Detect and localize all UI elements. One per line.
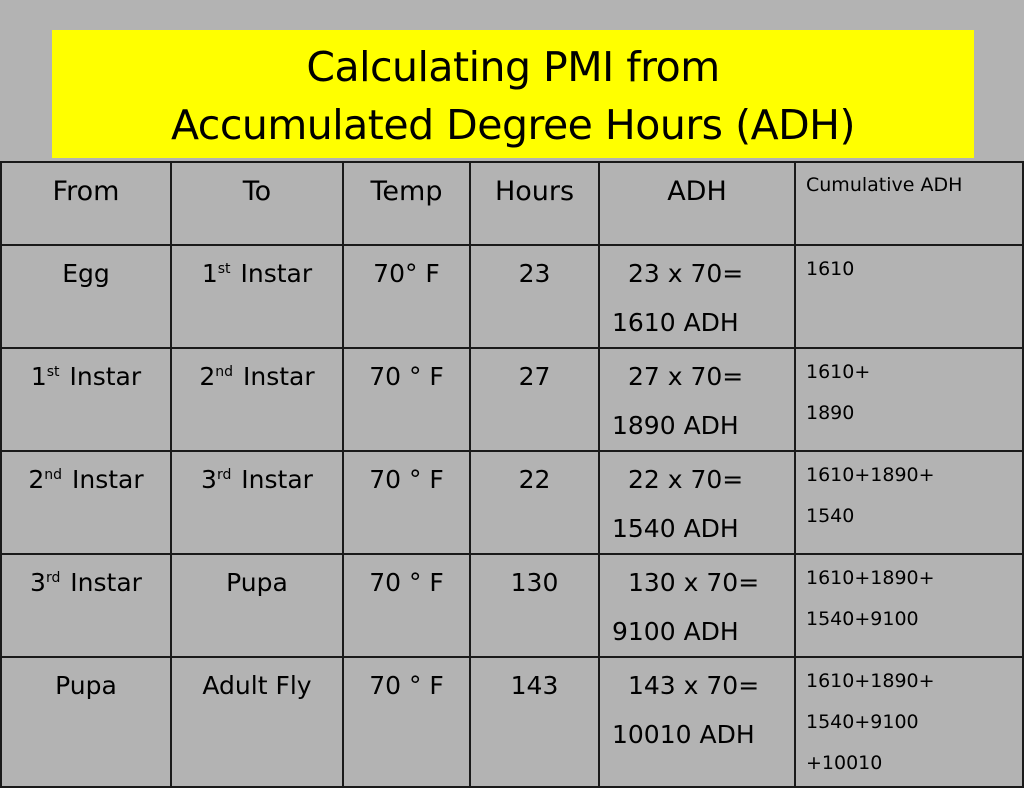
- adh-calculation: [600, 246, 794, 347]
- cell-adh: [599, 245, 795, 348]
- adh-table: [0, 161, 1024, 788]
- adh-result: 10010 ADH: [612, 720, 755, 749]
- cell-to: [171, 554, 343, 657]
- from-stage-base: 2: [28, 465, 45, 494]
- to-stage-suffix: Instar: [232, 259, 313, 288]
- from-stage-ordinal: st: [46, 364, 60, 380]
- cumulative-line: 1610+1890+: [806, 567, 935, 589]
- from-stage: [2, 349, 170, 393]
- adh-result: 9100 ADH: [612, 617, 739, 646]
- header-cell-cumulative: [795, 162, 1023, 245]
- cumulative-line: 1540+9100: [806, 711, 919, 733]
- temp-value: 70° F: [373, 259, 440, 288]
- cell-hours: [470, 554, 599, 657]
- to-stage-base: 2: [199, 362, 216, 391]
- to-stage: [172, 246, 342, 290]
- from-stage-base: Pupa: [55, 671, 117, 700]
- cumulative-line: 1610+1890+: [806, 670, 935, 692]
- cumulative-line: 1540+9100: [806, 608, 919, 630]
- cell-adh: [599, 554, 795, 657]
- cumulative-line: 1540: [806, 505, 855, 527]
- cell-hours: [470, 245, 599, 348]
- cumulative-adh: [796, 452, 1022, 537]
- from-stage: [2, 246, 170, 290]
- temp-value: 70 ° F: [369, 671, 444, 700]
- to-stage-ordinal: nd: [215, 364, 234, 380]
- cell-temp: [343, 451, 470, 554]
- header-from: From: [52, 176, 120, 207]
- table-row: [1, 245, 1023, 348]
- from-stage-ordinal: rd: [45, 570, 61, 586]
- cumulative-adh: [796, 349, 1022, 434]
- header-cell-hours: [470, 162, 599, 245]
- from-stage-suffix: Instar: [64, 465, 144, 494]
- adh-formula: 130 x 70=: [628, 568, 760, 597]
- cell-cumulative: [795, 451, 1023, 554]
- to-stage-suffix: Instar: [235, 362, 315, 391]
- from-stage-suffix: Instar: [62, 568, 142, 597]
- cell-from: [1, 451, 171, 554]
- from-stage-ordinal: nd: [44, 467, 63, 483]
- to-stage-ordinal: st: [217, 261, 231, 277]
- slide-title-line-2: Accumulated Degree Hours (ADH): [170, 101, 856, 149]
- hours-value: 27: [518, 362, 551, 391]
- from-stage-base: 3: [30, 568, 46, 597]
- adh-calculation: [600, 349, 794, 450]
- cumulative-line: 1610: [806, 258, 855, 280]
- cell-from: [1, 348, 171, 451]
- table-row: [1, 348, 1023, 451]
- header-cell-adh: [599, 162, 795, 245]
- to-stage-ordinal: rd: [216, 467, 232, 483]
- cell-adh: [599, 348, 795, 451]
- to-stage-base: 3: [201, 465, 217, 494]
- table-row: [1, 554, 1023, 657]
- slide-title: [52, 30, 974, 158]
- from-stage: [2, 452, 170, 496]
- adh-formula: 27 x 70=: [628, 362, 744, 391]
- hours-value: 143: [510, 671, 559, 700]
- cumulative-adh: [796, 555, 1022, 640]
- to-stage: [172, 452, 342, 496]
- from-stage-base: Egg: [62, 259, 110, 288]
- from-stage-suffix: Instar: [61, 362, 142, 391]
- adh-calculation: [600, 452, 794, 553]
- cell-temp: [343, 348, 470, 451]
- hours-value: 23: [518, 259, 551, 288]
- cell-adh: [599, 451, 795, 554]
- cell-to: [171, 348, 343, 451]
- to-stage-suffix: Instar: [233, 465, 313, 494]
- cumulative-adh: [796, 246, 1022, 290]
- header-cell-to: [171, 162, 343, 245]
- from-stage-base: 1: [30, 362, 47, 391]
- cell-from: [1, 245, 171, 348]
- header-temp: Temp: [370, 176, 443, 207]
- header-adh: ADH: [667, 176, 727, 207]
- temp-value: 70 ° F: [369, 362, 444, 391]
- cumulative-line: 1890: [806, 402, 855, 424]
- cell-cumulative: [795, 554, 1023, 657]
- cell-hours: [470, 348, 599, 451]
- cumulative-adh: [796, 658, 1022, 784]
- hours-value: 22: [518, 465, 551, 494]
- cell-to: [171, 245, 343, 348]
- adh-calculation: [600, 658, 794, 759]
- from-stage: [2, 658, 170, 702]
- cumulative-line: 1610+: [806, 361, 871, 383]
- adh-result: 1610 ADH: [612, 308, 739, 337]
- table-header-row: [1, 162, 1023, 245]
- hours-value: 130: [510, 568, 559, 597]
- header-cell-temp: [343, 162, 470, 245]
- header-to: To: [242, 176, 272, 207]
- cell-cumulative: [795, 348, 1023, 451]
- cell-hours: [470, 451, 599, 554]
- cell-temp: [343, 554, 470, 657]
- to-stage: [172, 555, 342, 599]
- header-hours: Hours: [494, 176, 575, 207]
- from-stage: [2, 555, 170, 599]
- temp-value: 70 ° F: [369, 568, 444, 597]
- cell-cumulative: [795, 245, 1023, 348]
- header-cumulative-adh: Cumulative ADH: [806, 174, 963, 196]
- to-stage: [172, 658, 342, 702]
- to-stage-base: Pupa: [226, 568, 288, 597]
- temp-value: 70 ° F: [369, 465, 444, 494]
- adh-formula: 23 x 70=: [628, 259, 744, 288]
- adh-result: 1890 ADH: [612, 411, 739, 440]
- cell-temp: [343, 245, 470, 348]
- table-row: [1, 451, 1023, 554]
- to-stage-base: 1: [201, 259, 218, 288]
- adh-result: 1540 ADH: [612, 514, 739, 543]
- adh-formula: 143 x 70=: [628, 671, 760, 700]
- slide-title-line-1: Calculating PMI from: [306, 43, 720, 91]
- cell-to: [171, 451, 343, 554]
- cell-from: [1, 554, 171, 657]
- cumulative-line: +10010: [806, 752, 883, 774]
- to-stage: [172, 349, 342, 393]
- cumulative-line: 1610+1890+: [806, 464, 935, 486]
- adh-formula: 22 x 70=: [628, 465, 744, 494]
- to-stage-base: Adult Fly: [202, 671, 312, 700]
- header-cell-from: [1, 162, 171, 245]
- adh-calculation: [600, 555, 794, 656]
